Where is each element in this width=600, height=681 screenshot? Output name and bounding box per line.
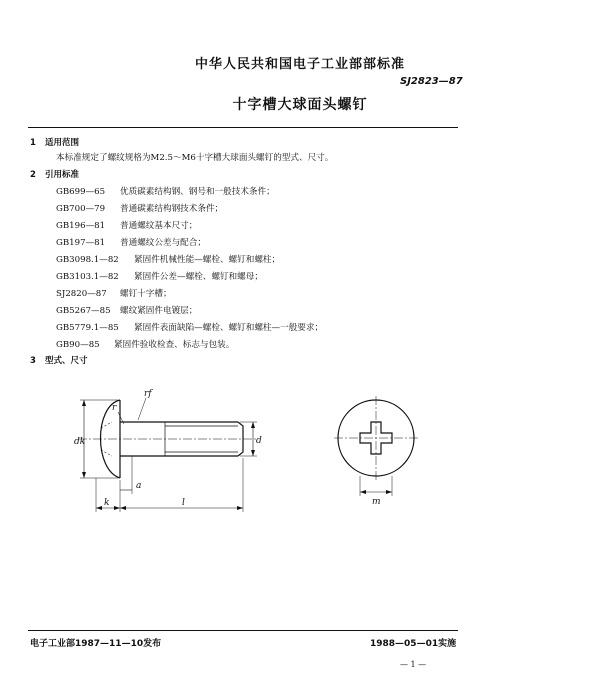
- document-title: 十字槽大球面头螺钉: [232, 97, 368, 113]
- reference-code: GB196—81: [56, 221, 106, 231]
- label-rf: rf: [144, 389, 152, 399]
- reference-desc: 普通螺纹基本尺寸；: [120, 221, 198, 231]
- bottom-rule: [28, 630, 458, 631]
- reference-desc: 紧固件公差—螺栓、螺钉和螺母；: [134, 272, 263, 282]
- label-r: r: [112, 403, 117, 413]
- section-number: 2: [30, 170, 36, 180]
- section-title: 型式、尺寸: [44, 356, 88, 366]
- issue-date: 电子工业部1987—11—10发布: [30, 639, 162, 649]
- reference-desc: 紧固件验收检查、标志与包装。: [114, 340, 235, 350]
- label-k: k: [104, 498, 110, 508]
- top-view: [334, 396, 418, 496]
- label-a: a: [136, 481, 142, 491]
- reference-desc: 优质碳素结构钢、钢号和一般技术条件；: [120, 187, 275, 197]
- section-number: 3: [30, 356, 36, 366]
- reference-code: GB5779.1—85: [56, 323, 119, 333]
- reference-desc: 螺钉十字槽；: [120, 289, 172, 299]
- label-d: d: [256, 436, 262, 446]
- dimension-arrows: [82, 400, 255, 510]
- page-number: — 1 —: [400, 660, 427, 669]
- label-l: l: [182, 498, 185, 508]
- reference-code: GB5267—85: [56, 306, 111, 316]
- reference-code: GB90—85: [56, 340, 100, 350]
- reference-code: GB700—79: [56, 204, 106, 214]
- reference-desc: 普通螺纹公差与配合；: [120, 238, 206, 248]
- effective-date: 1988—05—01实施: [370, 639, 457, 649]
- rf-leader: [138, 398, 146, 420]
- reference-desc: 紧固件表面缺陷—螺栓、螺钉和螺柱—一般要求；: [134, 323, 324, 333]
- standard-number: SJ2823—87: [400, 76, 463, 87]
- section-title: 适用范围: [44, 138, 79, 148]
- side-view: [78, 398, 258, 512]
- label-dk: dk: [74, 437, 86, 447]
- label-m: m: [372, 497, 381, 507]
- reference-desc: 普通碳素结构钢技术条件；: [120, 204, 224, 214]
- reference-code: GB197—81: [56, 238, 106, 248]
- reference-code: GB3103.1—82: [56, 272, 119, 282]
- reference-code: GB3098.1—82: [56, 255, 119, 265]
- reference-desc: 紧固件机械性能—螺栓、螺钉和螺柱；: [134, 255, 281, 265]
- reference-desc: 螺纹紧固件电镀层；: [120, 306, 198, 316]
- issuing-organization: 中华人民共和国电子工业部部标准: [194, 57, 405, 72]
- reference-code: SJ2820—87: [56, 289, 107, 299]
- reference-code: GB699—65: [56, 187, 106, 197]
- section-number: 1: [30, 138, 36, 148]
- section-1-body: 本标准规定了螺纹规格为M2.5～M6十字槽大球面头螺钉的型式、尺寸。: [56, 153, 334, 163]
- section-title: 引用标准: [44, 170, 79, 180]
